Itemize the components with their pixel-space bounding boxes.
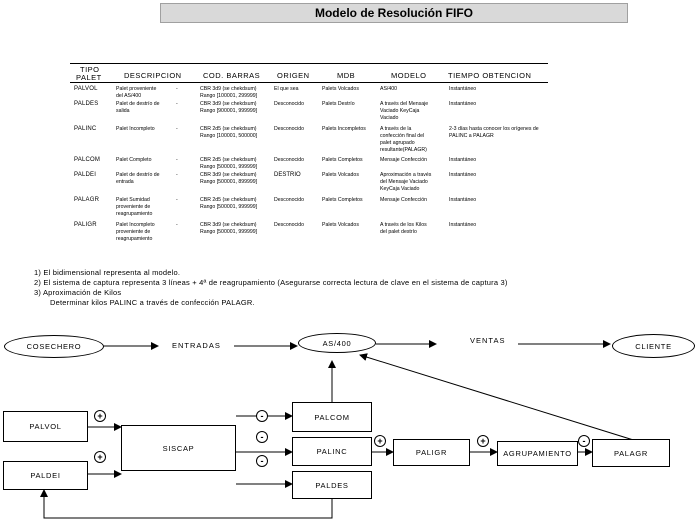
row-modelo: AS/400 (380, 86, 398, 92)
row-dash: - (176, 157, 178, 163)
agrupamiento-box: AGRUPAMIENTO (497, 441, 578, 466)
row-mdb: Palets Destrío (322, 101, 355, 107)
row-origen: Desconocido (274, 101, 304, 107)
bar-line: Rango [100001, 500000] (200, 133, 258, 139)
row-modelo: Mensaje Confección (380, 157, 428, 163)
bar-line: CBR 2d5 (se chekdsum) (200, 157, 257, 163)
bar-line: CBR 2d5 (se chekdsum) (200, 126, 257, 132)
modelo-line: A través de los Kilos (380, 222, 427, 228)
row-tiempo: Instantáneo (449, 172, 477, 178)
note-item: 2) El sistema de captura representa 3 líneas + 4ª de reagrupamiento (Asegurarse correcta lectura de clave en el sistema de captura 3) (34, 278, 508, 287)
header-tiempo-obtencion: TIEMPO OBTENCION (448, 71, 532, 80)
paldei-box: PALDEI (3, 461, 88, 490)
row-origen: Desconocido (274, 157, 304, 163)
desc-line: Palet Incompleto (116, 222, 155, 228)
palcom-box: PALCOM (292, 402, 372, 432)
minus-sign-paldes: - (256, 455, 268, 467)
bar-line: Rango [100001, 299999] (200, 93, 258, 99)
modelo-line: A través de la (380, 126, 412, 132)
modelo-line: Vaciado KeyCaja (380, 108, 420, 114)
bar-line: CBR 3d9 (se chekdsum) (200, 172, 257, 178)
row-mdb: Palets Volcados (322, 172, 359, 178)
modelo-line: palet agrupado (380, 140, 415, 146)
row-code: PALVOL (74, 86, 98, 92)
desc-line: del AS/400 (116, 93, 142, 99)
palinc-box: PALINC (292, 437, 372, 466)
row-desc: Palet Incompleto (116, 126, 155, 132)
row-origen: El que sea (274, 86, 299, 92)
paldes-box: PALDES (292, 471, 372, 499)
row-origen: Desconocido (274, 222, 304, 228)
bar-line: CBR 3d9 (se chekdsum) (200, 222, 257, 228)
bar-line: Rango [500001, 999999] (200, 229, 258, 235)
tiempo-line: 2-3 días hasta conocer los orígenes de (449, 126, 539, 132)
modelo-line: KeyCaja Vaciado (380, 186, 420, 192)
modelo-line: del Mensaje Vaciado (380, 179, 428, 185)
row-code: PALCOM (74, 157, 101, 163)
row-dash: - (176, 172, 178, 178)
row-code: PALDEI (74, 172, 97, 178)
header-tipo-palet-line1: TIPO (80, 65, 100, 74)
row-desc: Palet Completo (116, 157, 152, 163)
row-dash: - (176, 86, 178, 92)
row-origen: Desconocido (274, 126, 304, 132)
row-code: PALIGR (74, 222, 97, 228)
ventas-label: VENTAS (470, 336, 506, 345)
bar-line: Rango [500001, 999999] (200, 204, 258, 210)
header-descripcion: DESCRIPCION (124, 71, 182, 80)
minus-sign-palcom: - (256, 410, 268, 422)
row-mdb: Palets Completos (322, 157, 363, 163)
row-mdb: Palets Volcados (322, 86, 359, 92)
row-tiempo: Instantáneo (449, 222, 477, 228)
desc-line: Palet Sumidad (116, 197, 150, 203)
header-modelo: MODELO (391, 71, 427, 80)
row-mdb: Palets Completos (322, 197, 363, 203)
siscap-box: SISCAP (121, 425, 236, 471)
plus-sign-palvol: + (94, 410, 106, 422)
desc-line: salida (116, 108, 130, 114)
modelo-line: resultante(PALAGR) (380, 147, 427, 153)
cliente-node: CLIENTE (612, 334, 695, 358)
row-origen: DESTRIO (274, 172, 301, 178)
paligr-box: PALIGR (393, 439, 470, 466)
desc-line: proveniente de (116, 204, 151, 210)
row-tiempo: Instantáneo (449, 101, 477, 107)
tiempo-line: PALINC a PALAGR (449, 133, 494, 139)
modelo-line: confección final del (380, 133, 425, 139)
bar-line: CBR 3d9 (se chekdsum) (200, 101, 257, 107)
as400-node: AS/400 (298, 333, 376, 353)
modelo-line: del palet destrío (380, 229, 417, 235)
note-item: 1) El bidimensional representa al modelo. (34, 268, 181, 277)
desc-line: Palet de destrío de (116, 101, 160, 107)
row-mdb: Palets Volcados (322, 222, 359, 228)
header-cod-barras: COD. BARRAS (203, 71, 261, 80)
row-dash: - (176, 197, 178, 203)
palvol-box: PALVOL (3, 411, 88, 442)
bar-line: CBR 3d9 (se chekdsum) (200, 86, 257, 92)
bar-line: CBR 2d5 (se chekdsum) (200, 197, 257, 203)
entradas-label: ENTRADAS (172, 341, 221, 350)
minus-sign-agr-palagr: - (578, 435, 590, 447)
desc-line: Palet proveniente (116, 86, 157, 92)
row-dash: - (176, 101, 178, 107)
palagr-box: PALAGR (592, 439, 670, 467)
bar-line: Rango [500001, 999999] (200, 164, 258, 170)
arrow-palagr-as400 (360, 355, 643, 443)
note-item: 3) Aproximación de Kilos (34, 288, 122, 297)
row-code: PALDES (74, 101, 99, 107)
row-code: PALINC (74, 126, 97, 132)
header-origen: ORIGEN (277, 71, 310, 80)
header-mdb: MDB (337, 71, 356, 80)
desc-line: proveniente de (116, 229, 151, 235)
header-tipo-palet-line2: PALET (76, 73, 102, 82)
page-title: Modelo de Resolución FIFO (160, 3, 628, 23)
minus-sign-palinc: - (256, 431, 268, 443)
modelo-line: Vaciado (380, 115, 399, 121)
bar-line: Rango [900001, 999999] (200, 108, 258, 114)
desc-line: entrada (116, 179, 134, 185)
row-tiempo: Instantáneo (449, 86, 477, 92)
bar-line: Rango [500001, 899999] (200, 179, 258, 185)
desc-line: reagrupamiento (116, 236, 153, 242)
row-origen: Desconocido (274, 197, 304, 203)
row-tiempo: Instantáneo (449, 197, 477, 203)
row-tiempo: Instantáneo (449, 157, 477, 163)
note-item: Determinar kilos PALINC a través de confección PALAGR. (34, 298, 255, 307)
row-mdb: Palets Incompletos (322, 126, 366, 132)
row-code: PALAGR (74, 197, 100, 203)
plus-sign-paligr-agr: + (477, 435, 489, 447)
desc-line: Palet de destrío de (116, 172, 160, 178)
row-dash: - (176, 222, 178, 228)
plus-sign-paldei: + (94, 451, 106, 463)
desc-line: reagrupamiento (116, 211, 153, 217)
modelo-line: Aproximación a través (380, 172, 432, 178)
row-modelo: Mensaje Confección (380, 197, 428, 203)
cosechero-node: COSECHERO (4, 335, 104, 358)
plus-sign-palinc-paligr: + (374, 435, 386, 447)
modelo-line: A través del Mensaje (380, 101, 429, 107)
arrow-paldes-paldei (44, 490, 332, 518)
row-dash: - (176, 126, 178, 132)
